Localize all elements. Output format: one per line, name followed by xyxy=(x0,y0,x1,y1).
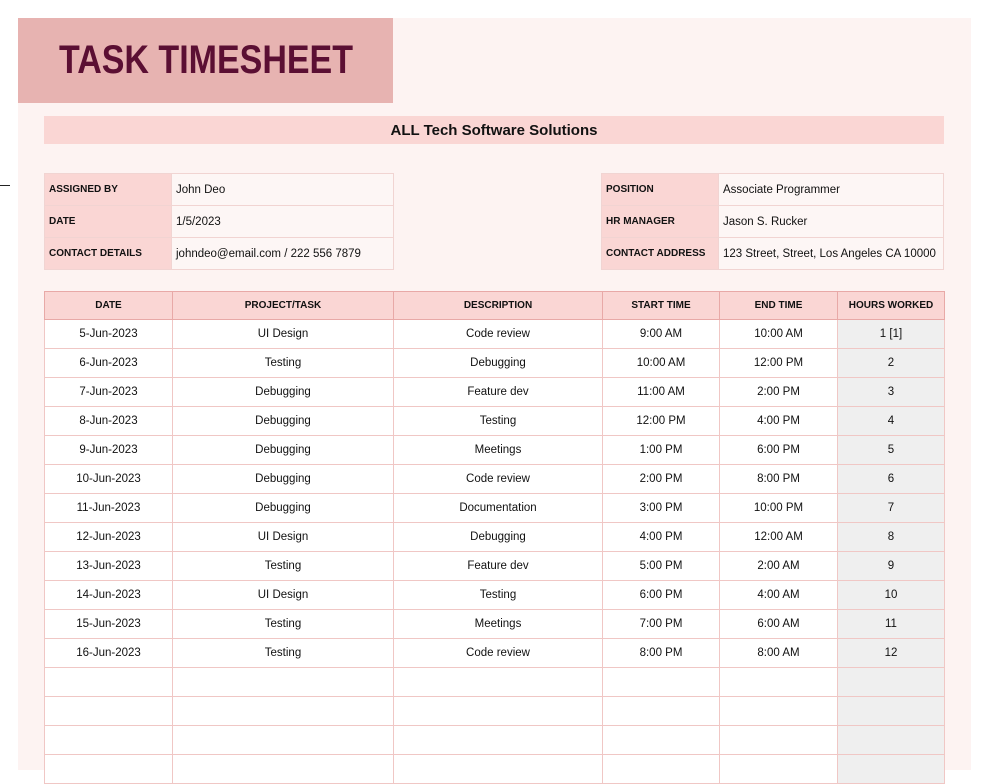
table-cell-empty[interactable] xyxy=(45,697,173,726)
table-row xyxy=(45,494,945,523)
table-row xyxy=(45,320,945,349)
table-cell[interactable]: Testing xyxy=(173,349,394,378)
table-cell-empty[interactable] xyxy=(720,755,838,784)
column-header: DESCRIPTION xyxy=(394,292,603,320)
table-cell[interactable]: 15-Jun-2023 xyxy=(45,610,173,639)
info-left-label: CONTACT DETAILS xyxy=(45,238,172,270)
info-left-label: ASSIGNED BY xyxy=(45,174,172,206)
company-name: ALL Tech Software Solutions xyxy=(44,116,944,144)
table-cell-empty[interactable] xyxy=(603,668,720,697)
table-cell-empty[interactable] xyxy=(720,668,838,697)
table-cell-empty[interactable] xyxy=(173,755,394,784)
column-header: HOURS WORKED xyxy=(838,292,945,320)
info-left-row xyxy=(45,174,394,206)
table-cell[interactable]: 4 xyxy=(838,407,945,436)
table-cell[interactable]: Testing xyxy=(173,552,394,581)
table-cell[interactable]: 13-Jun-2023 xyxy=(45,552,173,581)
table-cell-empty[interactable] xyxy=(45,755,173,784)
table-cell[interactable]: 6-Jun-2023 xyxy=(45,349,173,378)
page-title: TASK TIMESHEET xyxy=(58,38,353,82)
info-right-row xyxy=(602,206,944,238)
table-row-empty xyxy=(45,755,945,784)
table-row-empty xyxy=(45,726,945,755)
info-right-label: POSITION xyxy=(602,174,719,206)
table-row xyxy=(45,436,945,465)
column-header: END TIME xyxy=(720,292,838,320)
table-cell[interactable]: 9-Jun-2023 xyxy=(45,436,173,465)
table-cell[interactable]: Debugging xyxy=(173,436,394,465)
table-cell[interactable]: 6:00 PM xyxy=(603,581,720,610)
column-header: PROJECT/TASK xyxy=(173,292,394,320)
table-cell[interactable]: Debugging xyxy=(394,523,603,552)
table-cell-empty[interactable] xyxy=(838,755,945,784)
info-left-value[interactable]: 1/5/2023 xyxy=(172,206,394,238)
table-cell[interactable]: 7 xyxy=(838,494,945,523)
table-cell[interactable]: 4:00 PM xyxy=(603,523,720,552)
table-cell[interactable]: 1:00 PM xyxy=(603,436,720,465)
table-cell[interactable]: Feature dev xyxy=(394,378,603,407)
table-cell[interactable]: 6 xyxy=(838,465,945,494)
table-cell[interactable]: UI Design xyxy=(173,523,394,552)
table-cell-empty[interactable] xyxy=(838,726,945,755)
table-cell[interactable]: 8:00 AM xyxy=(720,639,838,668)
table-row-empty xyxy=(45,697,945,726)
table-cell[interactable]: 2 xyxy=(838,349,945,378)
table-cell-empty[interactable] xyxy=(173,726,394,755)
table-cell[interactable]: 11:00 AM xyxy=(603,378,720,407)
table-row-empty xyxy=(45,668,945,697)
assignment-info-table xyxy=(44,173,394,270)
table-row xyxy=(45,581,945,610)
table-cell-empty[interactable] xyxy=(838,668,945,697)
table-cell[interactable]: 7-Jun-2023 xyxy=(45,378,173,407)
table-cell-empty[interactable] xyxy=(603,697,720,726)
table-cell[interactable]: Testing xyxy=(173,639,394,668)
table-cell[interactable]: 3:00 PM xyxy=(603,494,720,523)
table-cell[interactable]: Testing xyxy=(394,581,603,610)
table-cell[interactable]: 5 xyxy=(838,436,945,465)
table-cell-empty[interactable] xyxy=(394,697,603,726)
info-right-label: HR MANAGER xyxy=(602,206,719,238)
table-cell[interactable]: 9 xyxy=(838,552,945,581)
table-cell[interactable]: 10 xyxy=(838,581,945,610)
table-cell[interactable]: 12:00 PM xyxy=(720,349,838,378)
info-right-value[interactable]: 123 Street, Street, Los Angeles CA 10000 xyxy=(719,238,944,270)
table-cell[interactable]: 8-Jun-2023 xyxy=(45,407,173,436)
table-cell[interactable]: 4:00 PM xyxy=(720,407,838,436)
table-cell-empty[interactable] xyxy=(603,755,720,784)
table-row xyxy=(45,552,945,581)
table-cell[interactable]: 16-Jun-2023 xyxy=(45,639,173,668)
table-cell-empty[interactable] xyxy=(394,726,603,755)
table-cell[interactable]: Feature dev xyxy=(394,552,603,581)
table-cell[interactable]: 6:00 PM xyxy=(720,436,838,465)
info-left-row xyxy=(45,206,394,238)
info-left-value[interactable]: johndeo@email.com / 222 556 7879 xyxy=(172,238,394,270)
table-cell-empty[interactable] xyxy=(394,668,603,697)
table-cell[interactable]: 14-Jun-2023 xyxy=(45,581,173,610)
table-cell[interactable]: 6:00 AM xyxy=(720,610,838,639)
column-header: START TIME xyxy=(603,292,720,320)
table-cell[interactable]: UI Design xyxy=(173,581,394,610)
table-cell[interactable]: 2:00 PM xyxy=(720,378,838,407)
table-cell[interactable]: Debugging xyxy=(173,465,394,494)
table-cell-empty[interactable] xyxy=(173,668,394,697)
table-cell-empty[interactable] xyxy=(394,755,603,784)
table-cell[interactable]: 10:00 PM xyxy=(720,494,838,523)
table-cell[interactable]: 8:00 PM xyxy=(720,465,838,494)
table-cell-empty[interactable] xyxy=(173,697,394,726)
table-cell[interactable]: 11-Jun-2023 xyxy=(45,494,173,523)
table-cell[interactable]: 12:00 PM xyxy=(603,407,720,436)
table-cell-empty[interactable] xyxy=(720,697,838,726)
table-cell[interactable]: 5-Jun-2023 xyxy=(45,320,173,349)
table-cell[interactable]: 11 xyxy=(838,610,945,639)
table-row xyxy=(45,349,945,378)
table-cell[interactable]: 10:00 AM xyxy=(603,349,720,378)
table-cell[interactable]: Code review xyxy=(394,465,603,494)
table-header-row xyxy=(45,292,945,320)
info-right-label: CONTACT ADDRESS xyxy=(602,238,719,270)
table-cell[interactable]: 8:00 PM xyxy=(603,639,720,668)
table-cell-empty[interactable] xyxy=(45,668,173,697)
table-row xyxy=(45,378,945,407)
task-table xyxy=(44,291,945,784)
table-row xyxy=(45,610,945,639)
table-cell[interactable]: 10:00 AM xyxy=(720,320,838,349)
table-cell[interactable]: 1 [1] xyxy=(838,320,945,349)
info-right-row xyxy=(602,238,944,270)
table-cell-empty[interactable] xyxy=(603,726,720,755)
table-cell[interactable]: Debugging xyxy=(173,494,394,523)
table-cell[interactable]: 3 xyxy=(838,378,945,407)
table-cell[interactable]: 12:00 AM xyxy=(720,523,838,552)
table-cell[interactable]: Meetings xyxy=(394,610,603,639)
table-cell[interactable]: 2:00 PM xyxy=(603,465,720,494)
title-banner xyxy=(18,18,393,103)
table-cell[interactable]: Debugging xyxy=(394,349,603,378)
table-cell-empty[interactable] xyxy=(45,726,173,755)
table-cell[interactable]: 2:00 AM xyxy=(720,552,838,581)
timesheet-sheet xyxy=(18,18,971,770)
table-cell[interactable]: Testing xyxy=(394,407,603,436)
table-cell[interactable]: Code review xyxy=(394,320,603,349)
table-row xyxy=(45,465,945,494)
table-cell[interactable]: Code review xyxy=(394,639,603,668)
table-cell[interactable]: 7:00 PM xyxy=(603,610,720,639)
table-cell[interactable]: 5:00 PM xyxy=(603,552,720,581)
table-row xyxy=(45,639,945,668)
table-cell[interactable]: 10-Jun-2023 xyxy=(45,465,173,494)
employee-info-table xyxy=(601,173,944,270)
table-cell[interactable]: 12-Jun-2023 xyxy=(45,523,173,552)
table-cell[interactable]: 12 xyxy=(838,639,945,668)
table-cell[interactable]: 8 xyxy=(838,523,945,552)
table-cell[interactable]: 4:00 AM xyxy=(720,581,838,610)
table-cell[interactable]: Documentation xyxy=(394,494,603,523)
table-cell[interactable]: Testing xyxy=(173,610,394,639)
info-left-row xyxy=(45,238,394,270)
column-header: DATE xyxy=(45,292,173,320)
info-right-row xyxy=(602,174,944,206)
table-cell[interactable]: 9:00 AM xyxy=(603,320,720,349)
table-cell-empty[interactable] xyxy=(720,726,838,755)
info-right-value[interactable]: Associate Programmer xyxy=(719,174,944,206)
table-cell[interactable]: UI Design xyxy=(173,320,394,349)
table-cell[interactable]: Meetings xyxy=(394,436,603,465)
info-left-label: DATE xyxy=(45,206,172,238)
table-cell[interactable]: Debugging xyxy=(173,407,394,436)
table-cell[interactable]: Debugging xyxy=(173,378,394,407)
table-row xyxy=(45,407,945,436)
margin-tick xyxy=(0,185,10,186)
info-left-value[interactable]: John Deo xyxy=(172,174,394,206)
table-cell-empty[interactable] xyxy=(838,697,945,726)
table-row xyxy=(45,523,945,552)
info-right-value[interactable]: Jason S. Rucker xyxy=(719,206,944,238)
